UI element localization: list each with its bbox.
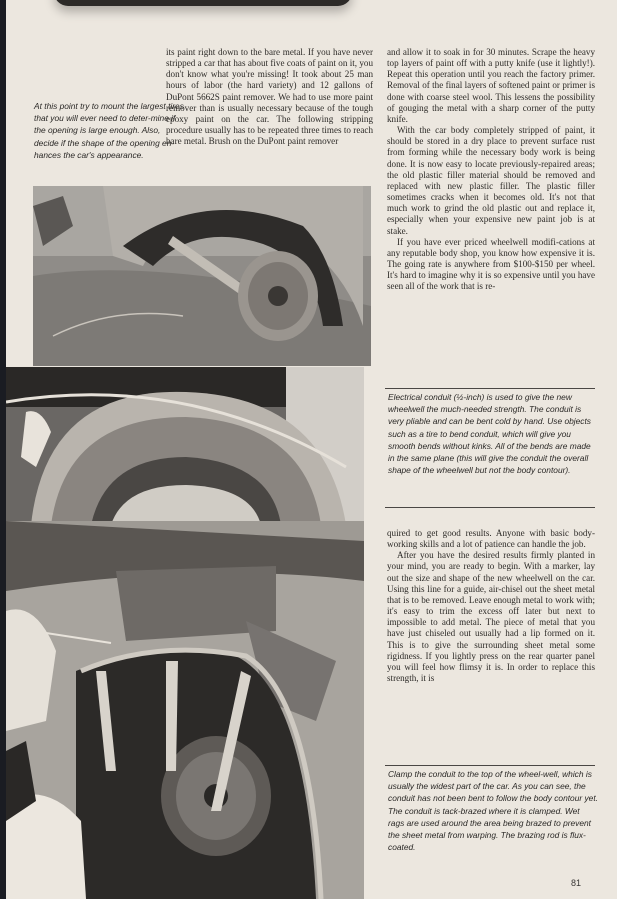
body-column-middle [166,47,373,147]
body-paragraph: If you have ever priced wheelwell modifi-cations at any reputable body shop, you know how expensive it is. The going rate is anywhere from $100-$150 per wheel. It's hard to imagine why it is so expensive until you have seen all of the work that is re- [387,236,595,292]
caption-rule-top [385,388,595,389]
body-column-right [387,47,595,292]
caption-tire-fit: At this point try to mount the largest tires that you will ever need to deter-mine if the opening is large enough. Also, decide if the shape of the opening en-hances the car's appearance. [34,101,184,160]
caption-clamp-conduit: Clamp the conduit to the top of the wheel-well, which is usually the widest part of the car. As you can see, the conduit has not been bent to follow the body contour yet. The conduit is tack-brazed where it is clamped. Wet rags are used around the area being brazed to prevent the sheet metal from warping. The brazing rod is flux-coated. [388,769,598,853]
page-number: 81 [571,878,582,888]
photo-wheelwell-drum [33,186,371,366]
photo-wheelwell-drum-image [33,186,371,366]
caption-electrical-conduit: Electrical conduit (½-inch) is used to give the new wheelwell the much-needed strength. The conduit is very pliable and can be bent cold by hand. Use objects such as a tire to bend conduit, which will give you smooth bends without kinks. All of the bends are made in the same plane (this will give the conduit the overall shape of the wheelwell but not the body contour). [388,392,591,476]
caption-rule-top [385,765,595,766]
caption-rule-bottom [385,507,595,508]
body-paragraph: After you have the desired results firmly planted in your mind, you are ready to begin. With a marker, lay out the size and shape of the new wheelwell on the car. Using this line for a guide, air-chisel out the sheet metal that is to be removed. Leave enough metal to work with; it's easy to trim the excess off later but next to impossible to add metal. The piece of metal that you have just chiseled out usually had a lip formed on it. This is to give the surrounding sheet metal some rigidness. If you lightly press on the rear quarter panel you will feel how flimsy it is. In order to replace this strength, it is [387,550,595,684]
top-photo-dark-shape [54,0,352,6]
photo-brazing-conduit [6,521,364,899]
photo-tire-bending-conduit [6,367,364,525]
top-photo-remnant [6,0,617,22]
photo-tire-bending-conduit-image [6,367,364,525]
body-paragraph: With the car body completely stripped of paint, it should be stored in a dry place to prevent surface rust from forming while the necessary body work is being done. It is now easy to locate previously-repaired areas; the old plastic filler material should be removed and replaced with new plastic filler. The plastic filler sometimes cracks when it becomes old. It's not that much work to grind the old plastic out and replace it, especially when your expensive new paint job is at stake. [387,125,595,236]
body-paragraph: quired to get good results. Anyone with basic body-working skills and a lot of patience can handle the job. [387,528,595,550]
photo-brazing-conduit-image [6,521,364,899]
body-paragraph: and allow it to soak in for 30 minutes. Scrape the heavy top layers of paint off with a putty knife (use it lightly!). Repeat this operation until you reach the factory primer. Removal of the final layers of softened paint or primer is done with coarse steel wool. This lessens the possibility of gouging the metal with a sharp corner of the putty knife. [387,47,595,124]
magazine-page [6,0,617,899]
body-paragraph: its paint right down to the bare metal. If you have never stripped a car that has about five coats of paint on it, you don't know what you're missing! It took about 25 man hours of labor (the hard variety) and 12 gallons of DuPont 5662S paint remover. We had to use more paint remover than is usually necessary because of the tough epoxy paint on the car. The following stripping procedure usually has to be repeated three times to reach bare metal. Brush on the DuPont paint remover [166,47,373,147]
body-column-lower-right [387,528,595,684]
